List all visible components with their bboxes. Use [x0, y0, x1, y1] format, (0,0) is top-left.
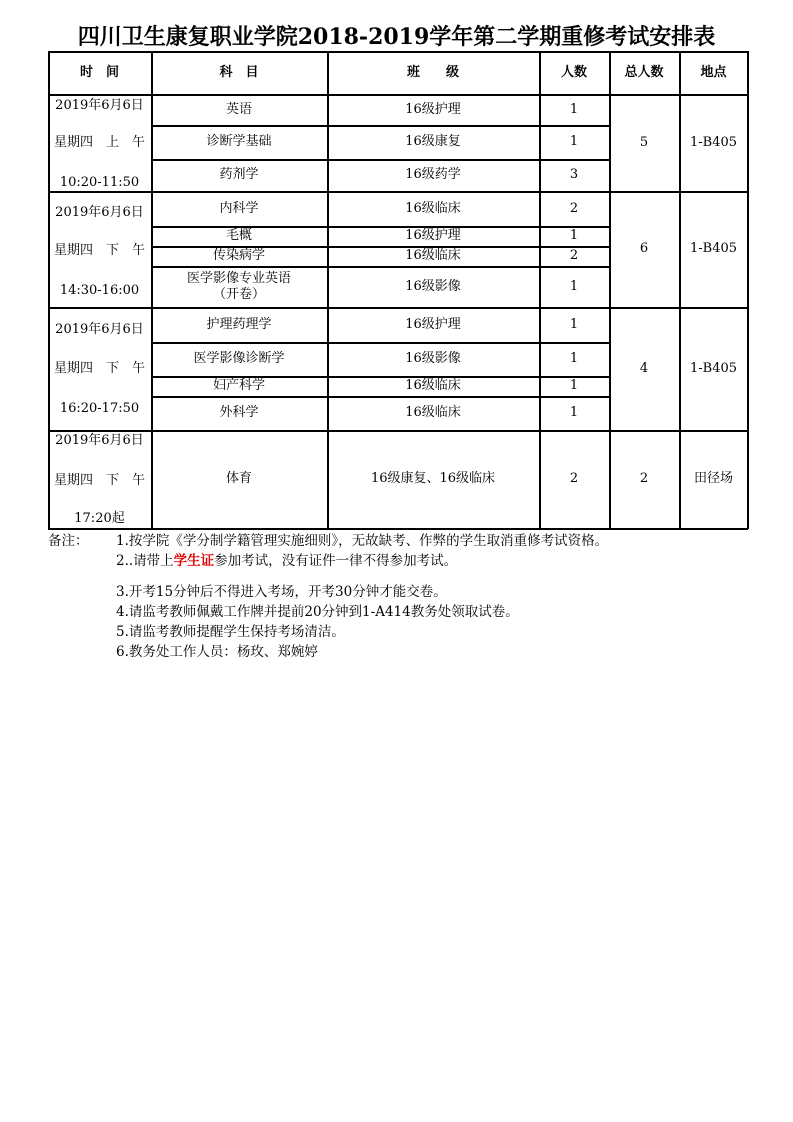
class-cell: 16级护理 [405, 316, 461, 332]
note-item: 5.请监考教师提醒学生保持考场清洁。 [116, 624, 345, 640]
class-cell: 16级康复、16级临床 [370, 471, 496, 486]
exam-period: 17:20起 [74, 511, 125, 526]
note-text: 参加考试，没有证件一律不得参加考试。 [214, 553, 458, 569]
total-cell: 6 [639, 241, 649, 256]
page-title: 四川卫生康复职业学院2018-2019学年第二学期重修考试安排表 [77, 24, 716, 50]
count-cell: 1 [569, 316, 579, 332]
exam-date: 2019年6月6日 [55, 98, 144, 113]
class-cell: 16级临床 [405, 378, 461, 393]
exam-period: 10:20-11:50 [59, 175, 140, 190]
note-item: 4.请监考教师佩戴工作牌并提前20分钟到1-A414教务处领取试卷。 [116, 604, 519, 620]
count-cell: 1 [569, 134, 579, 149]
count-cell: 2 [569, 471, 579, 486]
class-cell: 16级药学 [405, 167, 461, 182]
place-cell: 田径场 [693, 471, 733, 486]
total-cell: 5 [639, 134, 649, 150]
count-cell: 1 [569, 351, 579, 366]
count-cell: 3 [569, 167, 579, 182]
subject-cell: 传染病学 [212, 248, 265, 263]
exam-period: 16:20-17:50 [59, 401, 140, 416]
class-cell: 16级护理 [405, 101, 461, 117]
note-text: 2..请带上 [116, 553, 174, 569]
note-item: 1.按学院《学分制学籍管理实施细则》，无故缺考、作弊的学生取消重修考试资格。 [116, 533, 609, 549]
total-cell: 4 [639, 360, 649, 376]
class-cell: 16级影像 [405, 278, 461, 294]
exam-date: 2019年6月6日 [55, 433, 144, 448]
exam-period: 14:30-16:00 [59, 283, 140, 298]
header-time: 时 间 [79, 64, 119, 80]
place-cell: 1-B405 [689, 360, 738, 376]
notes-label: 备注： [48, 533, 89, 549]
class-cell: 16级护理 [405, 228, 461, 243]
exam-weekday: 星期四 下 午 [53, 361, 145, 376]
exam-weekday: 星期四 下 午 [53, 243, 145, 258]
subject-name: 医学影像专业英语 [186, 270, 291, 286]
subject-cell: 诊断学基础 [206, 134, 272, 149]
count-cell: 2 [569, 248, 579, 263]
note-item [116, 551, 457, 571]
exam-schedule-table [48, 51, 748, 529]
count-cell: 1 [569, 101, 579, 117]
subject-cell: 护理药理学 [206, 316, 272, 332]
exam-date: 2019年6月6日 [55, 205, 144, 220]
count-cell: 1 [569, 405, 579, 420]
subject-cell: 妇产科学 [212, 378, 265, 393]
table-border-bottom [48, 528, 748, 530]
count-cell: 1 [569, 228, 579, 243]
subject-note: （开卷） [212, 286, 265, 302]
exam-weekday: 星期四 上 午 [53, 135, 145, 150]
subject-cell: 内科学 [219, 200, 259, 216]
class-cell: 16级康复 [405, 134, 461, 149]
header-count: 人数 [560, 64, 587, 80]
count-cell: 2 [569, 200, 579, 216]
count-cell: 1 [569, 378, 579, 393]
class-cell: 16级影像 [405, 351, 461, 366]
class-cell: 16级临床 [405, 200, 461, 216]
subject-cell: 医学影像诊断学 [193, 351, 285, 366]
class-cell: 16级临床 [405, 248, 461, 263]
note-item: 3.开考15分钟后不得进入考场，开考30分钟才能交卷。 [116, 584, 447, 600]
count-cell: 1 [569, 278, 579, 294]
total-cell: 2 [639, 471, 649, 486]
place-cell: 1-B405 [689, 134, 738, 150]
note-item: 6.教务处工作人员：杨玫、郑婉婷 [116, 644, 318, 660]
subject-cell: 体育 [225, 471, 252, 486]
subject-cell [151, 266, 327, 307]
subject-cell: 英语 [225, 101, 252, 117]
header-place: 地点 [700, 64, 727, 80]
subject-cell: 毛概 [225, 228, 252, 243]
header-subject: 科 目 [219, 64, 259, 80]
header-class: 班 级 [406, 64, 459, 80]
class-cell: 16级临床 [405, 405, 461, 420]
exam-weekday: 星期四 下 午 [53, 473, 145, 488]
note-emphasis: 学生证 [173, 553, 215, 569]
exam-date: 2019年6月6日 [55, 322, 144, 337]
header-total: 总人数 [624, 64, 664, 80]
subject-cell: 药剂学 [219, 167, 259, 182]
place-cell: 1-B405 [689, 241, 738, 256]
subject-cell: 外科学 [219, 405, 259, 420]
